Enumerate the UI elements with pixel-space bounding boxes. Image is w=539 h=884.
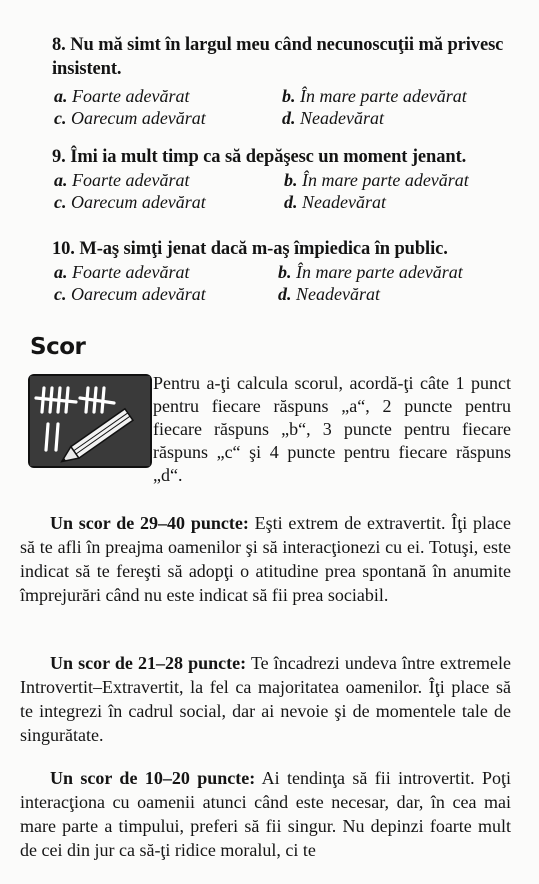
- option-label: Foarte adevărat: [72, 86, 190, 106]
- option-letter: a.: [54, 86, 68, 106]
- option-letter: b.: [278, 262, 292, 282]
- option-letter: a.: [54, 262, 68, 282]
- score-range-text: Eşti extrem de extravertit. Îţi place să te afli în preajma oamenilor şi să interacţionezi cu ei. Totuşi, este indicat să te fereşti să adopţi o atitudine prea spontană în anumite împrejurări când nu este indicat să fii prea sociabil.: [20, 513, 511, 605]
- section-heading: Scor: [30, 334, 86, 360]
- option-b[interactable]: [284, 169, 469, 191]
- option-label: Foarte adevărat: [72, 262, 190, 282]
- option-label: Oarecum adevărat: [71, 192, 206, 212]
- option-b[interactable]: [282, 85, 467, 107]
- tally-marks-pencil-icon: [28, 374, 152, 468]
- option-letter: b.: [284, 170, 298, 190]
- option-label: Oarecum adevărat: [71, 284, 206, 304]
- score-range-label: Un scor de 10–20 puncte:: [50, 768, 256, 788]
- question-8: [0, 33, 539, 127]
- option-d[interactable]: [278, 283, 380, 305]
- question-text: [0, 237, 539, 261]
- score-range-label: Un scor de 21–28 puncte:: [50, 653, 247, 673]
- question-text: [0, 33, 539, 81]
- question-number: 8.: [52, 35, 66, 55]
- score-range-text: Ai tendinţa să fii introvertit. Poţi interacţiona cu oamenii atunci când este necesar, dar, în cea mai mare parte a timpului, preferi să fii singur. Nu depinzi foarte mult de cei din jur ca să-ţi ridice moralul, ci te: [20, 768, 512, 860]
- option-label: Neadevărat: [300, 108, 384, 128]
- score-range-1: [20, 511, 511, 607]
- option-letter: d.: [282, 108, 296, 128]
- option-letter: d.: [278, 284, 292, 304]
- question-9: [0, 145, 539, 215]
- question-number: 9.: [52, 147, 66, 167]
- option-label: În mare parte adevărat: [302, 170, 469, 190]
- option-a[interactable]: [54, 261, 189, 283]
- option-a[interactable]: [54, 169, 189, 191]
- score-instructions: Pentru a-ţi calcula scorul, acordă-ţi câte 1 punct pentru fiecare răspuns „a“, 2 puncte pentru fiecare răspuns „b“, 3 puncte pentru fiecare răspuns „c“ şi 4 puncte pentru fiecare răspuns „d“.: [153, 373, 511, 485]
- option-c[interactable]: [54, 283, 206, 305]
- option-letter: c.: [54, 284, 67, 304]
- option-label: Neadevărat: [302, 192, 386, 212]
- score-range-label: Un scor de 29–40 puncte:: [50, 513, 249, 533]
- option-c[interactable]: [54, 107, 206, 129]
- score-range-3: [20, 766, 511, 862]
- answer-options: [0, 261, 539, 307]
- option-letter: d.: [284, 192, 298, 212]
- question-number: 10.: [52, 239, 75, 259]
- option-letter: a.: [54, 170, 68, 190]
- option-letter: b.: [282, 86, 296, 106]
- answer-options: [0, 81, 539, 127]
- question-label: Nu mă simt în largul meu când necunoscuţii mă privesc insistent.: [52, 35, 504, 79]
- option-a[interactable]: [54, 85, 189, 107]
- option-d[interactable]: [282, 107, 384, 129]
- option-d[interactable]: [284, 191, 386, 213]
- score-range-2: [20, 651, 511, 747]
- option-label: În mare parte adevărat: [300, 86, 467, 106]
- question-10: [0, 237, 539, 307]
- option-label: Oarecum adevărat: [71, 108, 206, 128]
- option-c[interactable]: [54, 191, 206, 213]
- answer-options: [0, 169, 539, 215]
- option-letter: c.: [54, 192, 67, 212]
- question-label: Îmi ia mult timp ca să depăşesc un moment jenant.: [70, 147, 467, 167]
- question-label: M-aş simţi jenat dacă m-aş împiedica în public.: [79, 239, 448, 259]
- score-range-text: Te încadrezi undeva între extremele Introvertit–Extravertit, la fel ca majoritatea oamenilor. Îţi place să te integrezi în cadrul social, dar ai nevoie şi de momentele tale de singurătate.: [20, 653, 511, 745]
- option-letter: c.: [54, 108, 67, 128]
- option-label: În mare parte adevărat: [296, 262, 463, 282]
- option-label: Neadevărat: [296, 284, 380, 304]
- option-label: Foarte adevărat: [72, 170, 190, 190]
- question-text: [0, 145, 539, 169]
- option-b[interactable]: [278, 261, 463, 283]
